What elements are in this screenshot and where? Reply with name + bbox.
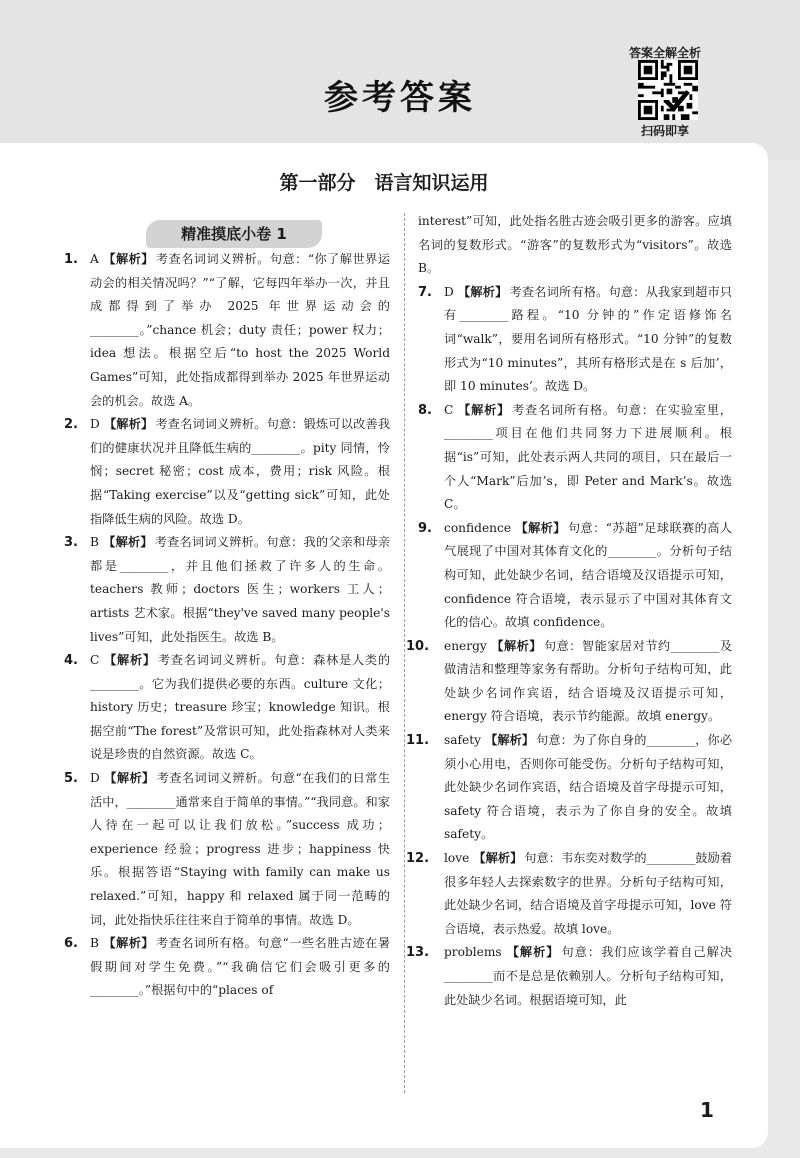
item-number: 4. [64, 653, 78, 669]
answer-key: D [90, 417, 100, 432]
item-number: 2. [64, 417, 78, 433]
analysis-tag: 【解析】 [103, 653, 156, 668]
analysis-text: 句意：为了你自身的________，你必须小心用电，否则你可能受伤。分析句子结构可知，此处缺少名词作宾语，结合语境及首字母提示可知，safety 符合语境，表示为了你自身的安全。故填 safety。 [444, 733, 733, 842]
answer-item [418, 517, 732, 635]
section-title: 第一部分 语言知识运用 [279, 172, 489, 194]
analysis-tag: 【解析】 [102, 936, 155, 951]
analysis-text: 考查名词所有格。句意：在实验室里，________项目在他们共同努力下进展顺利。根据“is”可知，此处表示两人共同的项目，只在最后一个人“Mark”后加’s，即 Peter and Mark’s。故选 C。 [444, 402, 732, 512]
item-number: 5. [64, 771, 78, 787]
answer-item [406, 635, 733, 729]
answer-item [64, 932, 390, 1003]
analysis-tag: 【解析】 [473, 851, 523, 866]
analysis-tag: 【解析】 [102, 535, 153, 550]
item-number: 1. [64, 252, 78, 267]
answer-key: C [444, 402, 454, 417]
qr-code-icon[interactable] [638, 60, 698, 120]
answer-item [64, 649, 390, 767]
qr-caption: 答案全解全析 [628, 46, 701, 60]
analysis-text: 考查名词词义辨析。句意：森林是人类的________。它为我们提供必要的东西。culture 文化；history 历史；treasure 珍宝；knowledge 知识。根据空前“The forest”及常识可知，此处指森林对人类来说是珍贵的自然资源。故选 C。 [90, 653, 391, 762]
quiz-badge: 精准摸底小卷 1 [146, 220, 322, 248]
analysis-tag: 【解析】 [102, 252, 154, 266]
answer-key: confidence [444, 520, 512, 535]
answer-key: C [90, 653, 100, 668]
page-title: 参考答案 [324, 78, 476, 118]
analysis-text: 句意：“苏超”足球联赛的高人气展现了中国对其体育文化的________。分析句子结构可知，此处缺少名词，结合语境及汉语提示可知，confidence 符合语境，表示显示了中国对其体育文化的信心。故填 confidence。 [444, 520, 733, 630]
answer-item [64, 767, 390, 932]
answer-key: love [444, 851, 470, 866]
analysis-text: 句意：我们应该学着自己解决________而不是总是依赖别人。分析句子结构可知，此处缺少名词。根据语境可知，此 [444, 945, 733, 1007]
answer-item [64, 531, 390, 649]
item-number: 8. [418, 402, 432, 418]
answer-item [64, 248, 390, 413]
analysis-text: 句意：韦东奕对数学的________鼓励着很多年轻人去探索数字的世界。分析句子结构可知，此处缺少名词，结合语境及首字母提示可知，love 符合语境，表示热爱。故填 love。 [444, 851, 733, 936]
answer-item [418, 281, 732, 399]
analysis-tag: 【解析】 [515, 520, 566, 535]
analysis-tag: 【解析】 [505, 945, 560, 960]
answer-key: problems [444, 945, 502, 960]
item-number: 9. [418, 520, 432, 536]
qr-action-label: 扫码即享 [640, 124, 689, 138]
analysis-text: 考查名词词义辨析。句意：“你了解世界运动会的相关情况吗？”“了解，它每四年举办一次，并且成都得到了举办 2025 年世界运动会的________。”chance 机会；duty 责任；power 权力；idea 想法。根据空后“to host the 2025 World Games”可知，此处指成都得到举办 2025 年世界运动会的机会。故选 A。 [90, 252, 391, 408]
answer-key: B [90, 535, 99, 550]
item-number: 10. [406, 638, 430, 654]
answer-key: A [90, 252, 99, 266]
item-number: 7. [418, 284, 432, 300]
item-number: 3. [64, 535, 78, 551]
item-number: 13. [406, 945, 430, 961]
analysis-tag: 【解析】 [103, 771, 155, 786]
answer-key: D [444, 284, 454, 299]
answer-item [406, 847, 733, 941]
answer-key: B [90, 936, 99, 951]
analysis-text: 考查名词词义辨析。句意：我的父亲和母亲都是________，并且他们拯救了许多人的生命。teachers 教师；doctors 医生；workers 工人；artists 艺术家。根据“they've saved many people's lives”可知，此处指医生。故选 B。 [90, 535, 391, 644]
analysis-tag: 【解析】 [103, 417, 154, 432]
answer-item [406, 941, 733, 1012]
analysis-tag: 【解析】 [485, 733, 535, 748]
answer-item [64, 413, 390, 531]
item-number: 12. [406, 851, 430, 867]
analysis-text: 考查名词所有格。句意：从我家到超市只有________路程。“10 分钟的”作定语修饰名词“walk”，要用名词所有格形式。“10 分钟”的复数形式为“10 minutes”，其所有格形式是在 s 后加’，即 10 minutes’。故选 D。 [444, 284, 733, 394]
answer-item [418, 399, 732, 517]
right-column [406, 210, 733, 1012]
left-column [64, 248, 390, 1003]
answer-key: D [90, 771, 100, 786]
analysis-text: 考查名词词义辨析。句意“在我们的日常生活中，________通常来自于简单的事情。”“我同意。和家人待在一起可以让我们放松。”success 成功；experience 经验；progress 进步；happiness 快乐。根据答语“Staying with family can make us relaxed.”可知，happy 和 relaxed 属于同一范畴的词，此处指快乐往往来自于简单的事情。故选 D。 [90, 771, 391, 927]
analysis-text: 句意：智能家居对节约________及做清洁和整理等家务有帮助。分析句子结构可知，此处缺少名词作宾语，结合语境及汉语提示可知，energy 符合语境，表示节约能源。故填 energy。 [444, 638, 733, 724]
analysis-tag: 【解析】 [490, 638, 542, 653]
analysis-tag: 【解析】 [457, 402, 511, 417]
analysis-text: 考查名词词义辨析。句意：锻炼可以改善我们的健康状况并且降低生病的________。pity 同情，怜悯；secret 秘密；cost 成本，费用；risk 风险。根据“Taking exercise”以及“getting sick”可知，此处指降低生病的风险。故选 D。 [90, 417, 391, 526]
answer-key: energy [444, 638, 487, 653]
analysis-tag: 【解析】 [457, 284, 508, 299]
item-number: 6. [64, 936, 78, 952]
page-number: 1 [700, 1098, 714, 1122]
analysis-text: 考查名词所有格。句意“一些名胜古迹在暑假期间对学生免费。”“我确信它们会吸引更多的________。”根据句中的“places of [90, 936, 391, 998]
answer-key: safety [444, 733, 482, 748]
item-number: 11. [406, 733, 430, 749]
column-divider [404, 213, 405, 1093]
answer-item [406, 729, 733, 847]
continuation-text: interest”可知，此处指名胜古迹会吸引更多的游客。应填名词的复数形式。“游客”的复数形式为“visitors”。故选 B。 [418, 214, 732, 276]
